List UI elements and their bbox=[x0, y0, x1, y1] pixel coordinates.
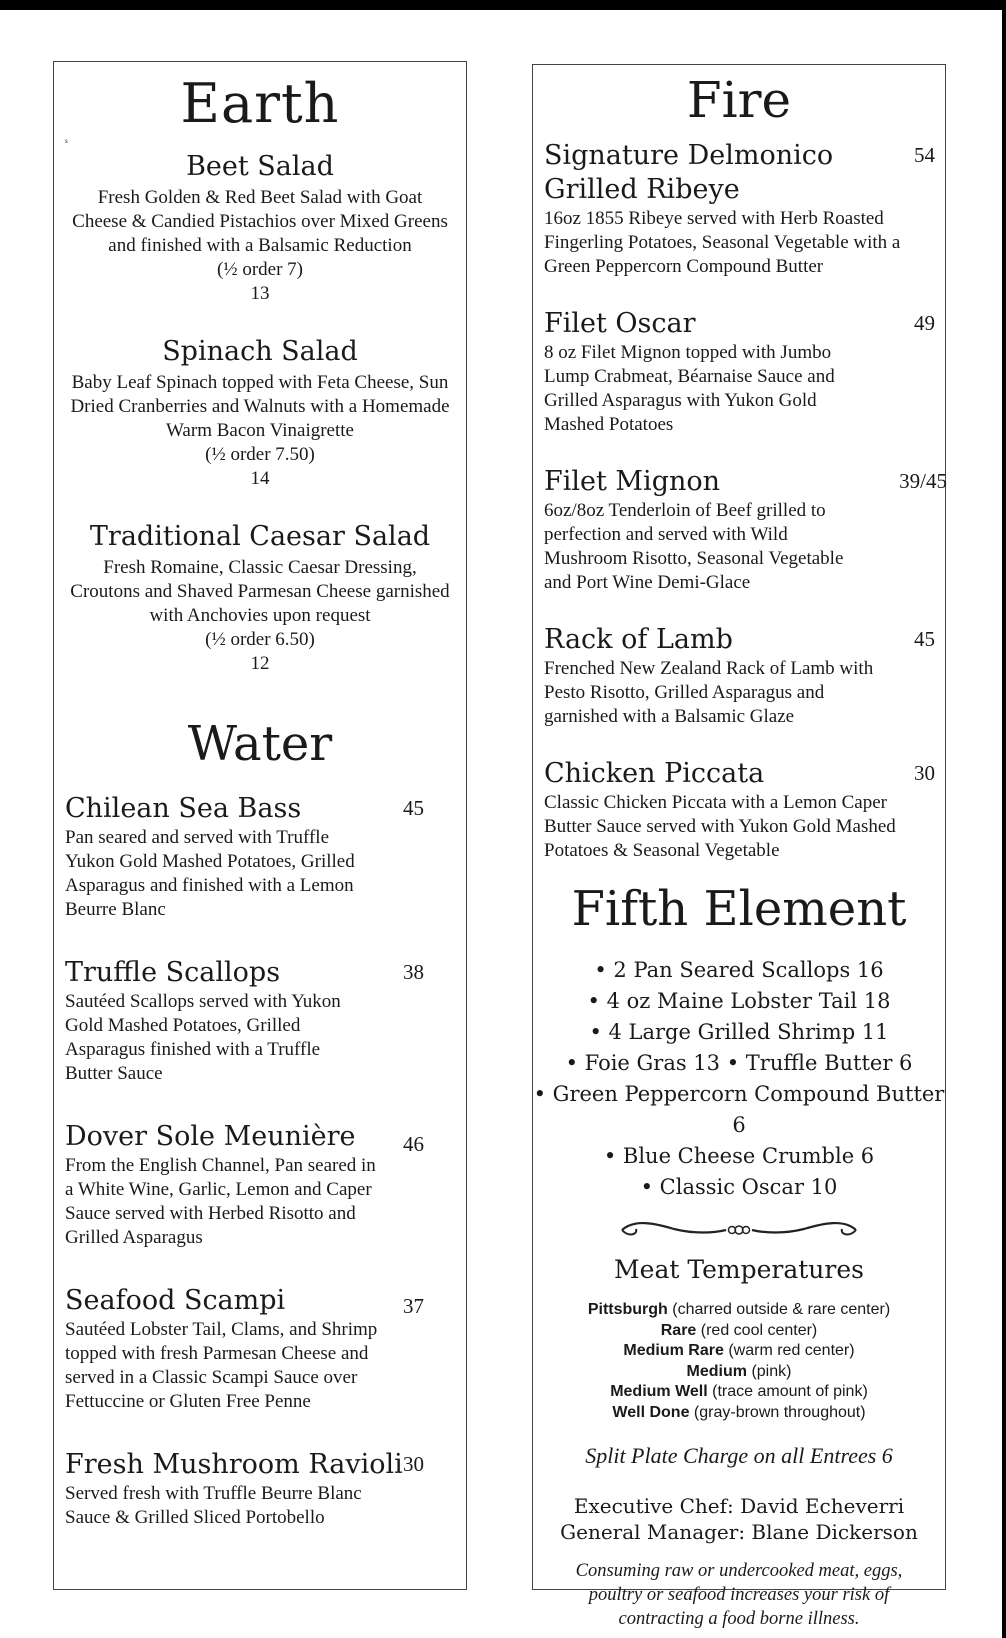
item-name: Fresh Mushroom Ravioli bbox=[65, 1449, 403, 1480]
add-on-scallops: • 2 Pan Seared Scallops 16 bbox=[594, 958, 884, 982]
meat-temperatures-title: Meat Temperatures bbox=[614, 1255, 864, 1284]
right-menu-panel bbox=[532, 64, 947, 1629]
left-menu-panel bbox=[53, 61, 467, 1590]
item-half-order: (½ order 6.50) bbox=[205, 629, 315, 650]
executive-chef: Executive Chef: David Echeverri bbox=[573, 1494, 905, 1518]
item-price: 49 bbox=[914, 311, 935, 335]
item-description: Served fresh with Truffle Beurre Blanc Sauce & Grilled Sliced Portobello bbox=[65, 1483, 362, 1528]
item-description: Baby Leaf Spinach topped with Feta Cheese, Sun Dried Cranberries and Walnuts with a Homemade Warm Bacon Vinaigrette bbox=[70, 372, 450, 441]
item-price: 14 bbox=[250, 468, 270, 489]
item-name: Traditional Caesar Salad bbox=[89, 521, 431, 552]
item-description: Fresh Golden & Red Beet Salad with Goat Cheese & Candied Pistachios over Mixed Greens and finished with a Balsamic Reduction bbox=[72, 187, 448, 256]
flourish-divider-icon bbox=[614, 1217, 864, 1243]
water-title: Water bbox=[187, 716, 333, 772]
item-price: 12 bbox=[250, 653, 270, 674]
item-description: Frenched New Zealand Rack of Lamb with Pesto Risotto, Grilled Asparagus and garnished with a Balsamic Glaze bbox=[544, 658, 874, 727]
general-manager: General Manager: Blane Dickerson bbox=[560, 1520, 918, 1544]
fifth-element-title: Fifth Element bbox=[571, 881, 907, 937]
add-on-foie-gras-truffle-butter: • Foie Gras 13 • Truffle Butter 6 bbox=[565, 1051, 913, 1075]
menu-item-sea-bass bbox=[54, 792, 466, 922]
item-description: 6oz/8oz Tenderloin of Beef grilled to perfection and served with Wild Mushroom Risotto, Seasonal Vegetable and Port Wine Demi-Glace bbox=[544, 500, 844, 593]
item-name: Signature Delmonico Grilled Ribeye bbox=[544, 140, 834, 205]
item-price: 54 bbox=[914, 143, 935, 167]
item-description: 16oz 1855 Ribeye served with Herb Roasted Fingerling Potatoes, Seasonal Vegetable with a Green Peppercorn Compound Butter bbox=[544, 208, 901, 277]
item-name: Dover Sole Meunière bbox=[65, 1121, 356, 1152]
item-price: 30 bbox=[403, 1452, 424, 1476]
add-on-shrimp: • 4 Large Grilled Shrimp 11 bbox=[589, 1020, 889, 1044]
item-name: Filet Oscar bbox=[544, 308, 696, 339]
item-description: From the English Channel, Pan seared in a White Wine, Garlic, Lemon and Caper Sauce served with Herbed Risotto and Grilled Asparagus bbox=[65, 1155, 376, 1248]
item-name: Filet Mignon bbox=[544, 466, 721, 497]
item-name: Spinach Salad bbox=[162, 336, 358, 367]
item-description: Sautéed Lobster Tail, Clams, and Shrimp topped with fresh Parmesan Cheese and served in a Classic Scampi Sauce over Fettuccine or Gluten Free Penne bbox=[65, 1319, 378, 1412]
consumer-advisory: Consuming raw or undercooked meat, eggs, poultry or seafood increases your risk of contracting a food borne illness. bbox=[575, 1561, 903, 1629]
add-on-classic-oscar: • Classic Oscar 10 bbox=[640, 1175, 838, 1199]
menu-item-truffle-scallops bbox=[54, 956, 466, 1086]
add-on-peppercorn-butter: • Green Peppercorn Compound Butter 6 bbox=[533, 1082, 945, 1137]
item-half-order: (½ order 7.50) bbox=[205, 444, 315, 465]
item-name: Chicken Piccata bbox=[544, 758, 765, 789]
earth-title: Earth bbox=[180, 72, 340, 135]
menu-item-beet-salad bbox=[54, 151, 466, 306]
menu-item-chicken-piccata bbox=[533, 757, 945, 863]
item-name: Seafood Scampi bbox=[65, 1285, 286, 1316]
item-description: Sautéed Scallops served with Yukon Gold Mashed Potatoes, Grilled Asparagus finished with a Truffle Butter Sauce bbox=[65, 991, 341, 1084]
item-price: 45 bbox=[914, 627, 935, 651]
item-name: Chilean Sea Bass bbox=[65, 793, 302, 824]
temp-row-pittsburgh: Pittsburgh (charred outside & rare center) bbox=[587, 1301, 891, 1318]
item-price: 37 bbox=[403, 1294, 424, 1318]
item-name: Beet Salad bbox=[186, 151, 334, 182]
item-name: Truffle Scallops bbox=[65, 957, 281, 988]
menu-item-rack-of-lamb bbox=[533, 623, 945, 729]
item-price: 13 bbox=[250, 283, 270, 304]
menu-item-filet-mignon bbox=[533, 465, 945, 595]
item-price: 30 bbox=[914, 761, 935, 785]
item-price: 45 bbox=[403, 796, 424, 820]
menu-item-dover-sole bbox=[54, 1120, 466, 1250]
temp-row-medium-rare: Medium Rare (warm red center) bbox=[623, 1342, 855, 1359]
item-description: Fresh Romaine, Classic Caesar Dressing, Croutons and Shaved Parmesan Cheese garnished with Anchovies upon request bbox=[70, 557, 450, 626]
menu-item-caesar-salad bbox=[54, 521, 466, 676]
staff-credits bbox=[533, 1493, 945, 1545]
fire-title: Fire bbox=[686, 71, 792, 129]
add-on-list bbox=[533, 955, 945, 1203]
right-border bbox=[1002, 0, 1006, 1638]
temp-row-well-done: Well Done (gray-brown throughout) bbox=[612, 1403, 866, 1421]
temp-row-medium: Medium (pink) bbox=[686, 1362, 792, 1380]
add-on-blue-cheese: • Blue Cheese Crumble 6 bbox=[603, 1144, 875, 1168]
item-description: 8 oz Filet Mignon topped with Jumbo Lump Crabmeat, Béarnaise Sauce and Grilled Asparagus with Yukon Gold Mashed Potatoes bbox=[544, 342, 835, 435]
top-border bbox=[0, 0, 1006, 10]
item-name: Rack of Lamb bbox=[544, 624, 733, 655]
menu-item-delmonico-ribeye bbox=[533, 139, 945, 279]
temp-row-medium-well: Medium Well (trace amount of pink) bbox=[610, 1383, 868, 1400]
stray-mark: s bbox=[65, 137, 68, 145]
menu-item-seafood-scampi bbox=[54, 1284, 466, 1414]
menu-item-spinach-salad bbox=[54, 336, 466, 491]
temp-row-rare: Rare (red cool center) bbox=[660, 1321, 818, 1339]
menu-item-filet-oscar bbox=[533, 307, 945, 437]
item-description: Classic Chicken Piccata with a Lemon Caper Butter Sauce served with Yukon Gold Mashed Potatoes & Seasonal Vegetable bbox=[544, 792, 896, 861]
item-description: Pan seared and served with Truffle Yukon Gold Mashed Potatoes, Grilled Asparagus and finished with a Lemon Beurre Blanc bbox=[65, 827, 355, 920]
menu-item-mushroom-ravioli bbox=[54, 1448, 466, 1530]
add-on-lobster-tail: • 4 oz Maine Lobster Tail 18 bbox=[587, 989, 891, 1013]
item-price: 39/45 bbox=[899, 469, 947, 493]
meat-temperature-list bbox=[533, 1300, 945, 1423]
item-half-order: (½ order 7) bbox=[217, 259, 303, 280]
item-price: 46 bbox=[403, 1132, 424, 1156]
split-plate-charge: Split Plate Charge on all Entrees 6 bbox=[585, 1443, 893, 1468]
item-price: 38 bbox=[403, 960, 424, 984]
